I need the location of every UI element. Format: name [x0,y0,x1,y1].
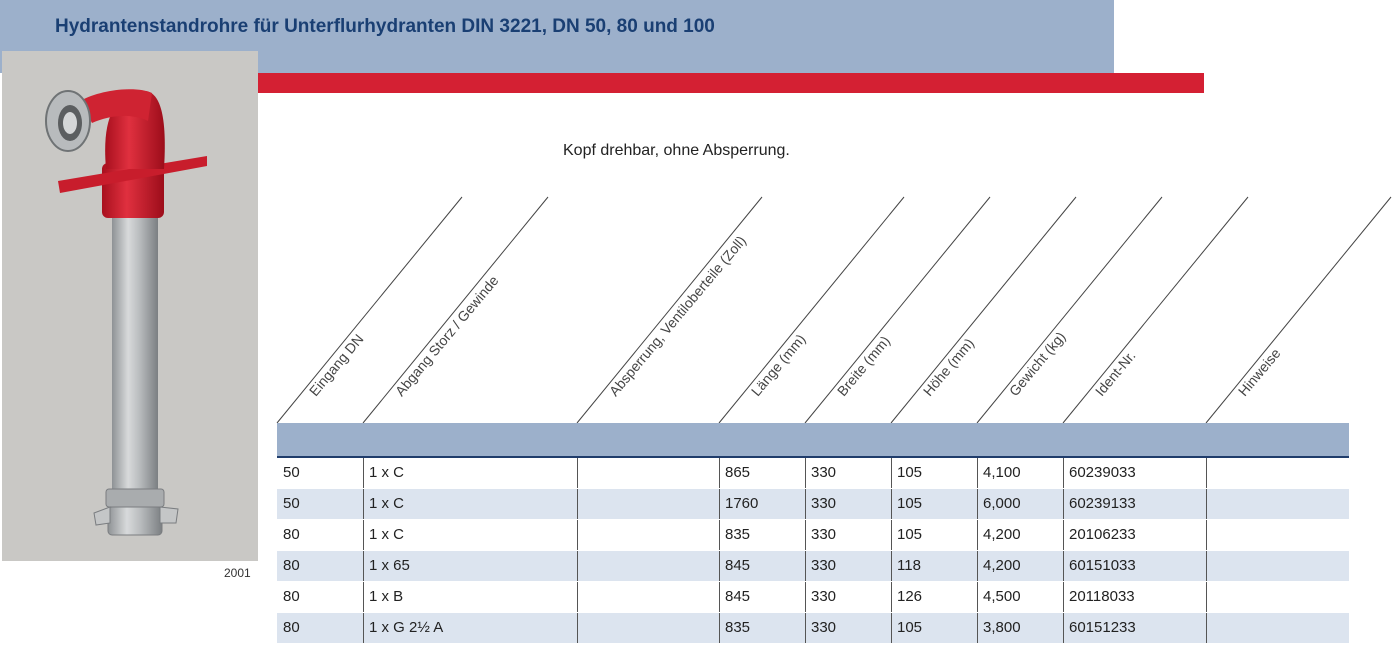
cell-absperrung [577,520,719,550]
cell-hoehe: 105 [891,520,977,550]
table-row [277,613,1349,643]
cell-hoehe: 126 [891,582,977,612]
cell-eingang: 80 [283,557,300,574]
table-row [277,582,1349,612]
cell-laenge: 845 [719,551,805,581]
cell-gewicht: 4,200 [977,551,1063,581]
cell-eingang: 80 [283,588,300,605]
cell-laenge: 1760 [719,489,805,519]
cell-absperrung [577,613,719,643]
header-absperrung: Absperrung, Ventiloberteile (Zoll) [605,232,750,399]
cell-ident: 60239133 [1063,489,1206,519]
cell-eingang: 80 [283,526,300,543]
cell-breite: 330 [805,551,891,581]
cell-gewicht: 4,100 [977,458,1063,488]
cell-laenge: 865 [719,458,805,488]
cell-ident: 60151033 [1063,551,1206,581]
cell-hinweise [1206,551,1349,581]
cell-eingang: 80 [283,619,300,636]
header-ident-nr: Ident-Nr. [1091,347,1139,399]
cell-absperrung [577,582,719,612]
header-hinweise: Hinweise [1234,345,1284,399]
header-eingang-dn: Eingang DN [305,330,367,399]
cell-breite: 330 [805,520,891,550]
cell-breite: 330 [805,613,891,643]
cell-gewicht: 6,000 [977,489,1063,519]
cell-ident: 60151233 [1063,613,1206,643]
cell-hinweise [1206,489,1349,519]
header-abgang: Abgang Storz / Gewinde [391,272,502,399]
cell-ident: 60239033 [1063,458,1206,488]
cell-hinweise [1206,582,1349,612]
cell-ident: 20118033 [1063,582,1206,612]
cell-abgang: 1 x 65 [363,551,577,581]
cell-gewicht: 3,800 [977,613,1063,643]
cell-hoehe: 105 [891,458,977,488]
table-row [277,551,1349,581]
header-gewicht: Gewicht (kg) [1005,328,1069,399]
cell-eingang: 50 [283,464,300,481]
table-header-bar [277,423,1349,458]
cell-absperrung [577,458,719,488]
cell-eingang: 50 [283,495,300,512]
cell-abgang: 1 x C [363,458,577,488]
table-row [277,458,1349,488]
subtitle: Kopf drehbar, ohne Absperrung. [563,142,790,159]
cell-hoehe: 118 [891,551,977,581]
cell-hinweise [1206,613,1349,643]
page-title: Hydrantenstandrohre für Unterflurhydranten DIN 3221, DN 50, 80 und 100 [55,16,715,37]
cell-breite: 330 [805,489,891,519]
cell-hoehe: 105 [891,489,977,519]
cell-hinweise [1206,520,1349,550]
cell-hinweise [1206,458,1349,488]
cell-gewicht: 4,200 [977,520,1063,550]
header-hoehe: Höhe (mm) [919,335,978,399]
cell-laenge: 845 [719,582,805,612]
cell-breite: 330 [805,458,891,488]
header-laenge: Länge (mm) [747,330,809,399]
table-row [277,520,1349,550]
header-breite: Breite (mm) [833,332,894,399]
cell-absperrung [577,551,719,581]
table-row [277,489,1349,519]
cell-abgang: 1 x C [363,489,577,519]
cell-breite: 330 [805,582,891,612]
cell-abgang: 1 x C [363,520,577,550]
cell-ident: 20106233 [1063,520,1206,550]
cell-laenge: 835 [719,520,805,550]
cell-abgang: 1 x B [363,582,577,612]
photo-code: 2001 [224,566,251,580]
cell-hoehe: 105 [891,613,977,643]
cell-abgang: 1 x G 2½ A [363,613,577,643]
cell-laenge: 835 [719,613,805,643]
cell-gewicht: 4,500 [977,582,1063,612]
cell-absperrung [577,489,719,519]
